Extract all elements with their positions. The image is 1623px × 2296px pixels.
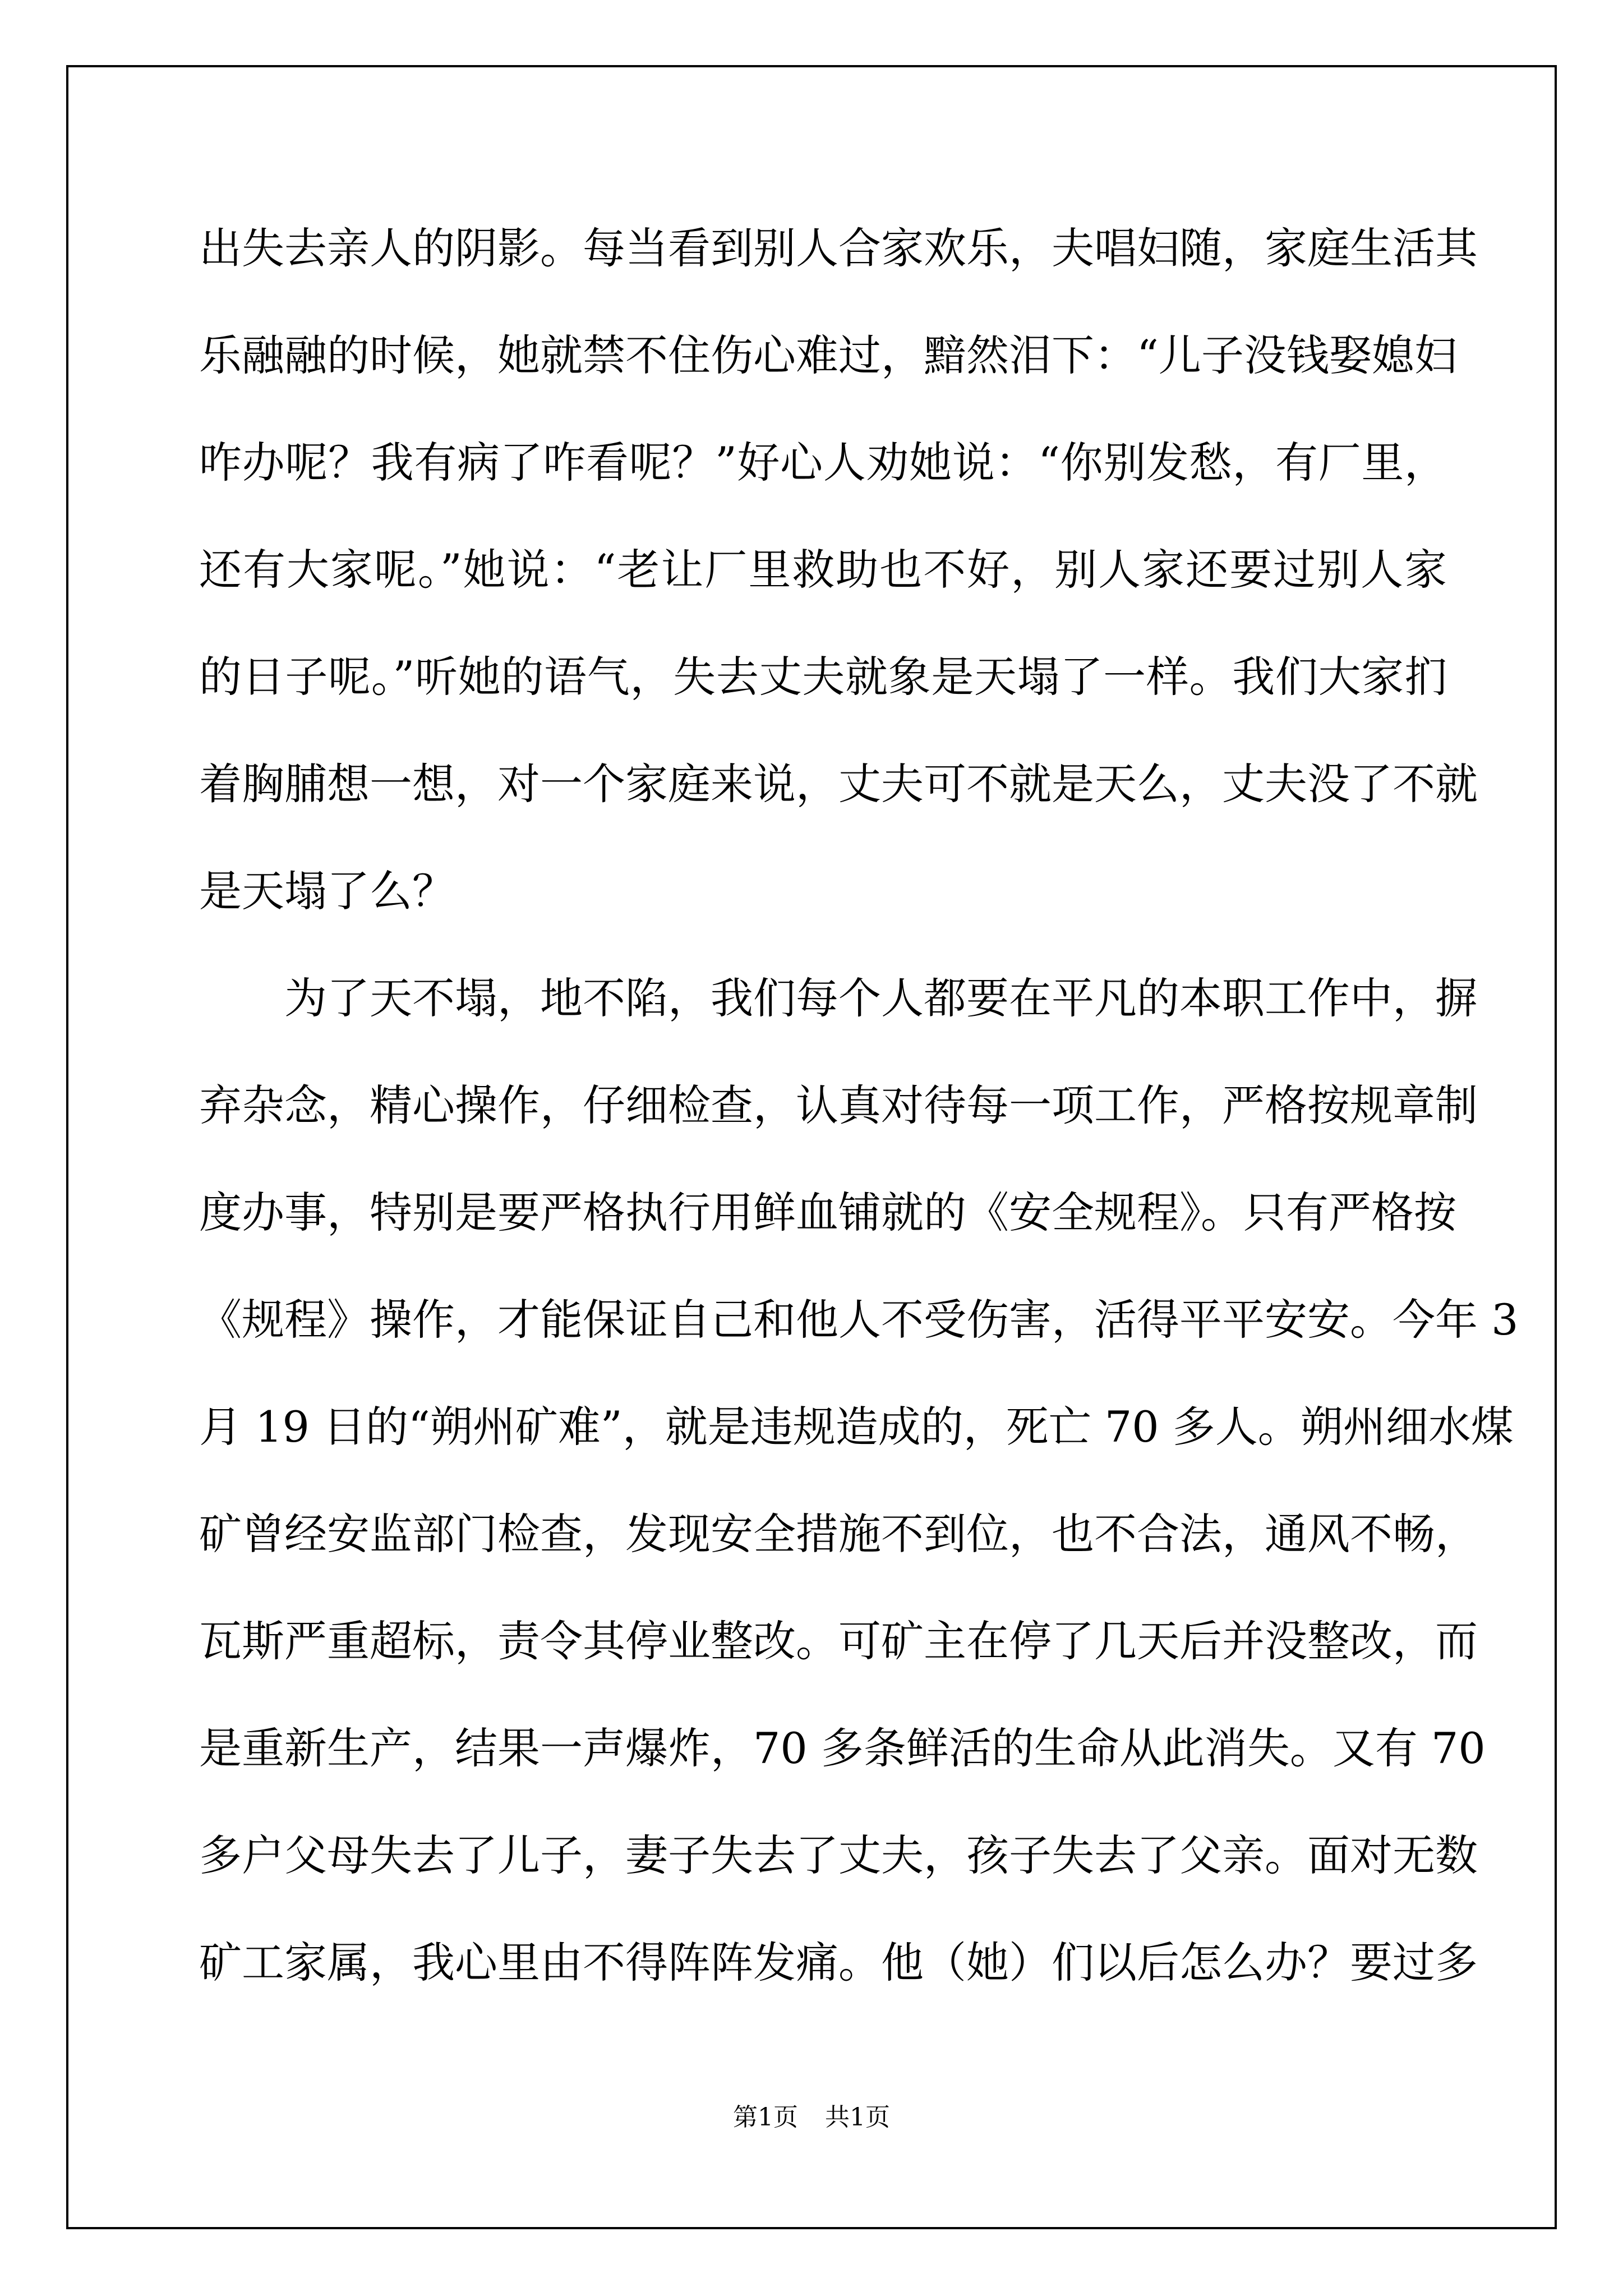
text-line: 《规程》操作，才能保证自己和他人不受伤害，活得平平安安。今年 3 xyxy=(199,1295,1519,1345)
text-line: 是重新生产，结果一声爆炸，70 多条鲜活的生命从此消失。又有 70 xyxy=(199,1723,1486,1773)
text-line: 出失去亲人的阴影。每当看到别人合家欢乐，夫唱妇随，家庭生活其 xyxy=(199,223,1478,273)
text-line: 的日子呢。”听她的语气，失去丈夫就象是天塌了一样。我们大家扪 xyxy=(199,652,1447,702)
text-line: 度办事，特别是要严格执行用鲜血铺就的《安全规程》。只有严格按 xyxy=(199,1188,1456,1237)
text-line: 着胸脯想一想，对一个家庭来说，丈夫可不就是天么，丈夫没了不就 xyxy=(199,759,1478,809)
text-line: 瓦斯严重超标，责令其停业整改。可矿主在停了几天后并没整改，而 xyxy=(199,1616,1478,1666)
text-line: 还有大家呢。”她说：“老让厂里救助也不好，别人家还要过别人家 xyxy=(199,545,1447,595)
document-body xyxy=(199,195,1519,2016)
text-line: 为了天不塌，地不陷，我们每个人都要在平凡的本职工作中，摒 xyxy=(199,973,1478,1023)
text-line: 乐融融的时候，她就禁不住伤心难过，黯然泪下：“儿子没钱娶媳妇 xyxy=(199,330,1457,380)
page-number: 第1页 xyxy=(733,2103,798,2132)
text-line: 矿曾经安监部门检查，发现安全措施不到位，也不合法，通风不畅， xyxy=(199,1509,1478,1559)
page-footer xyxy=(0,2097,1623,2133)
text-line: 咋办呢？我有病了咋看呢？”好心人劝她说：“你别发愁，有厂里， xyxy=(199,438,1447,487)
page-total: 共1页 xyxy=(825,2103,890,2132)
text-line: 多户父母失去了儿子，妻子失去了丈夫，孩子失去了父亲。面对无数 xyxy=(199,1830,1478,1880)
text-line: 是天塌了么？ xyxy=(199,866,455,916)
text-line: 矿工家属，我心里由不得阵阵发痛。他（她）们以后怎么办？要过多 xyxy=(199,1938,1478,1987)
text-line: 月 19 日的“朔州矿难”，就是违规造成的，死亡 70 多人。朔州细水煤 xyxy=(199,1402,1514,1452)
text-line: 弃杂念，精心操作，仔细检查，认真对待每一项工作，严格按规章制 xyxy=(199,1080,1478,1130)
